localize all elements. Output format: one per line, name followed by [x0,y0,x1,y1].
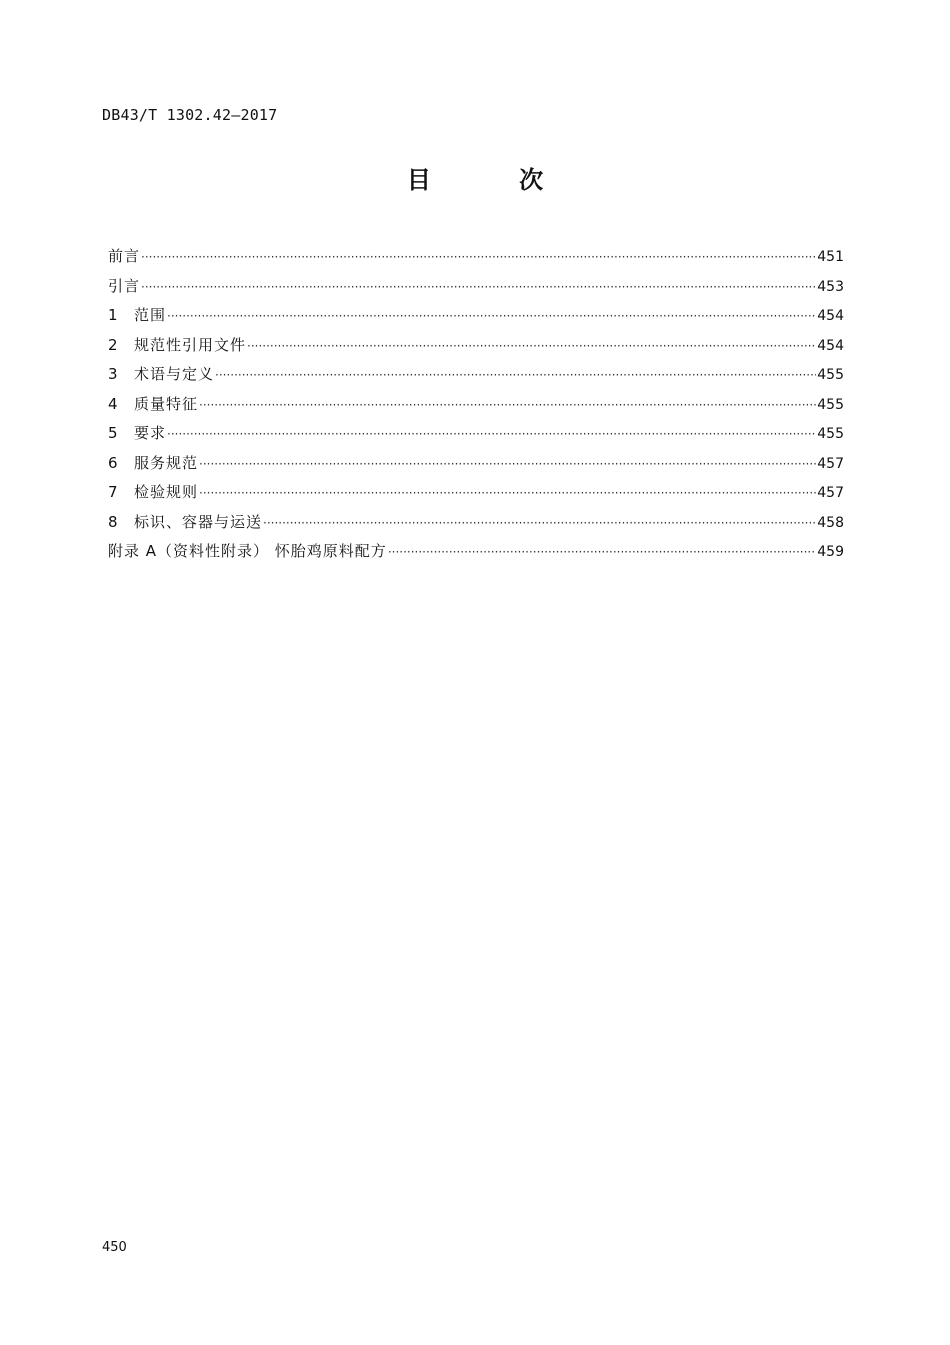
dot-leader [263,516,816,530]
toc-entry-requirements[interactable] [108,422,844,452]
toc-entry-page: 457 [817,455,844,472]
toc-entry-page: 459 [817,544,844,560]
toc-entry-normative-references[interactable] [108,334,844,364]
toc-entry-page: 454 [817,337,844,354]
toc-entry-label: 前言 [108,247,141,265]
toc-entry-number: 6 [108,453,118,472]
toc-entry-page: 454 [817,308,844,324]
toc-entry-label: 质量特征 [134,394,199,413]
toc-entry-number: 5 [108,424,118,442]
dot-leader [388,545,816,559]
page-number: 450 [102,1240,127,1255]
toc-entry-scope[interactable] [108,304,844,334]
toc-entry-page: 455 [817,367,844,383]
toc-entry-appendix-a[interactable] [108,540,844,570]
toc-entry-number: 3 [108,365,118,383]
dot-leader [199,457,816,471]
toc-entry-label: 引言 [108,276,141,295]
toc-entry-labeling-containers-transport[interactable] [108,511,844,541]
toc-entry-service-specification[interactable] [108,452,844,482]
toc-entry-terms-definitions[interactable] [108,363,844,393]
toc-entry-label: 要求 [134,424,167,442]
toc-entry-page: 455 [817,396,844,413]
table-of-contents [108,245,844,570]
standard-code: DB43/T 1302.42—2017 [102,106,278,124]
toc-entry-inspection-rules[interactable] [108,481,844,511]
toc-entry-introduction[interactable] [108,275,844,305]
toc-entry-label: 范围 [134,306,167,324]
toc-entry-label: 规范性引用文件 [134,335,247,354]
dot-leader [141,250,816,264]
toc-entry-page: 451 [817,249,844,265]
toc-entry-label: 服务规范 [134,453,199,472]
dot-leader [141,280,816,294]
toc-entry-number: 8 [108,512,118,531]
toc-entry-label: 检验规则 [134,483,199,501]
toc-entry-number: 7 [108,483,118,501]
toc-entry-foreword[interactable] [108,245,844,275]
dot-leader [215,368,816,382]
toc-entry-page: 453 [817,278,844,295]
toc-entry-number: 2 [108,335,118,354]
page-title: 目 次 [406,166,584,194]
toc-entry-quality-characteristics[interactable] [108,393,844,423]
toc-entry-page: 458 [817,514,844,531]
toc-entry-number: 4 [108,394,118,413]
toc-entry-label: 术语与定义 [134,365,215,383]
dot-leader [199,398,816,412]
toc-entry-label: 附录 A（资料性附录） 怀胎鸡原料配方 [108,542,387,560]
toc-entry-number: 1 [108,306,118,324]
toc-entry-label: 标识、容器与运送 [134,512,263,531]
dot-leader [167,309,816,323]
dot-leader [167,427,816,441]
dot-leader [199,486,816,500]
toc-entry-page: 457 [817,485,844,501]
dot-leader [247,339,816,353]
toc-entry-page: 455 [817,426,844,442]
